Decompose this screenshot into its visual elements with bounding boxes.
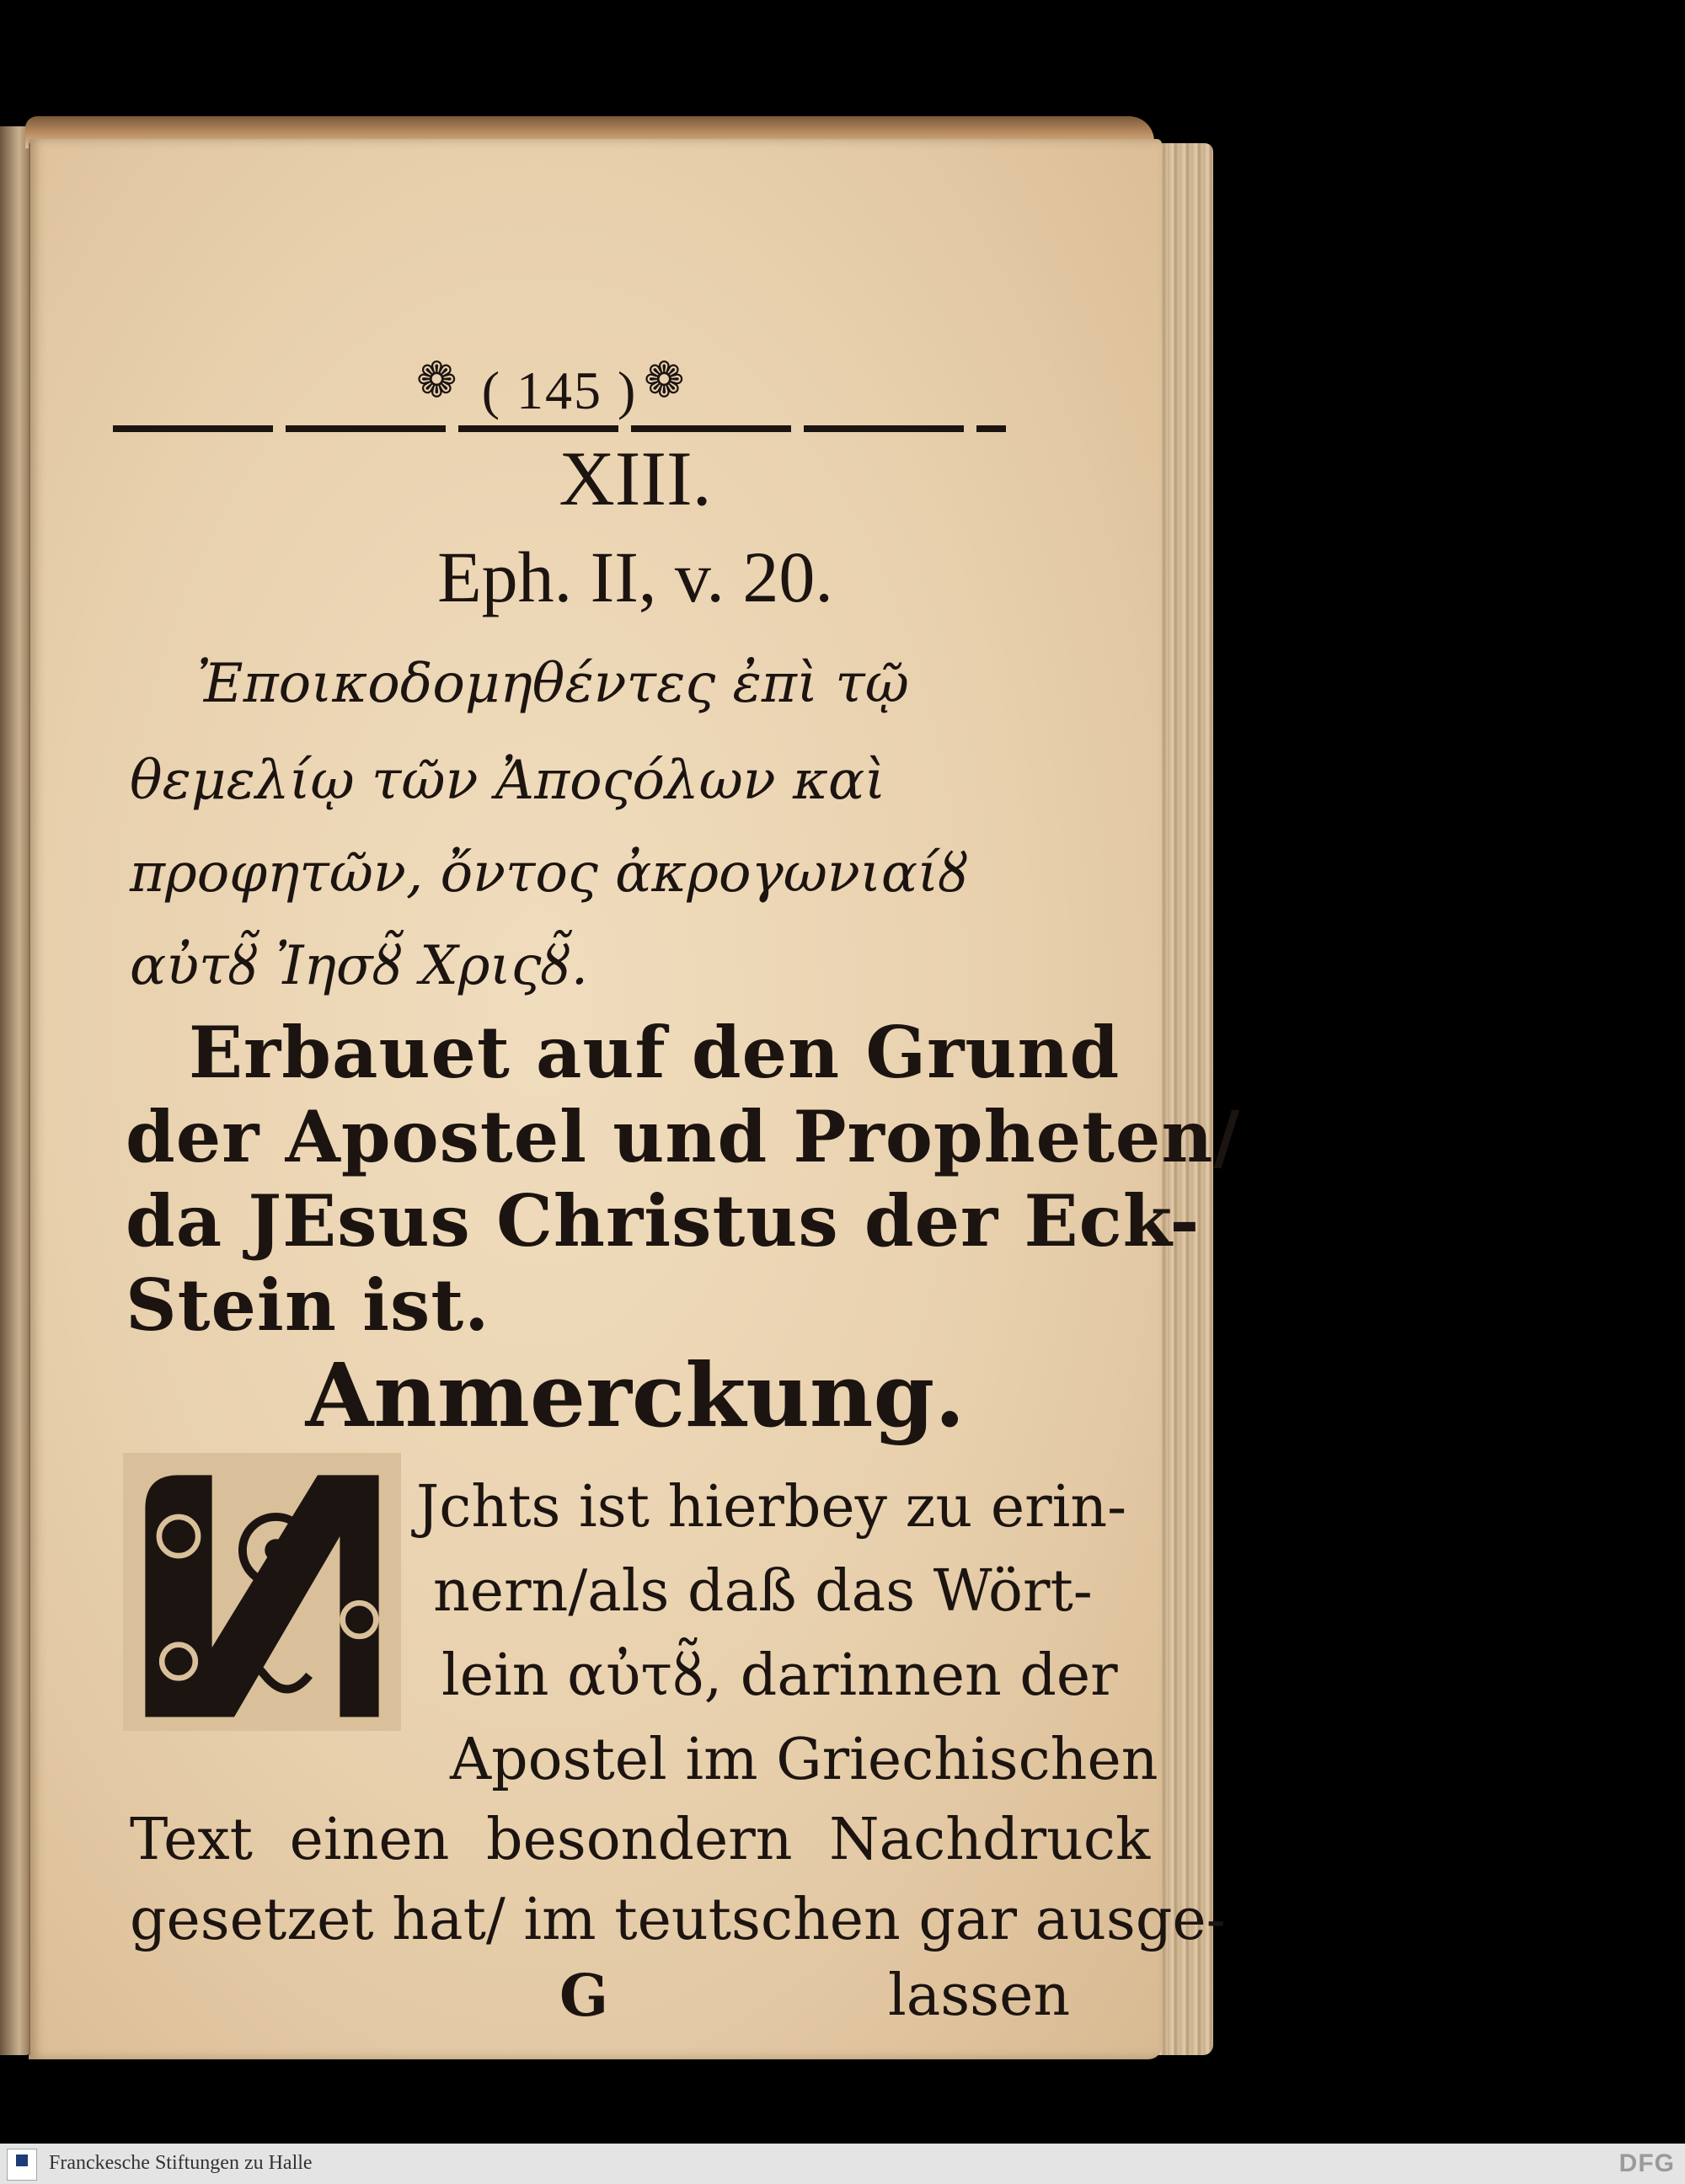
dfg-logo: DFG (1618, 2149, 1675, 2177)
ornament-left-icon: ❁ (416, 353, 457, 408)
german-verse-line: der Apostel und Propheten/ (126, 1095, 1241, 1178)
section-number: XIII. (559, 435, 712, 521)
body-line: Text einen besondern Nachdruck (130, 1807, 1151, 1873)
gutter-line (29, 143, 30, 2055)
body-line: lein αὐτȣ̃, darinnen der (441, 1642, 1118, 1709)
book-page (29, 139, 1241, 2059)
greek-line: Ἐποικοδομηθέντες ἐπὶ τῷ (197, 653, 909, 715)
section-heading: Anmerckung. (305, 1343, 966, 1447)
german-verse-line: Erbauet auf den Grund (189, 1011, 1121, 1094)
body-line: Apostel im Griechischen (450, 1727, 1158, 1793)
body-line: Jchts ist hierbey zu erin- (416, 1474, 1127, 1541)
greek-line: αὐτȣ̃ Ἰησȣ̃ Χριςȣ̃. (130, 935, 589, 997)
ornament-right-icon: ❁ (644, 353, 685, 408)
verse-reference: Eph. II, v. 20. (437, 537, 833, 617)
institution-logo-icon (7, 2149, 37, 2181)
catchword: lassen (888, 1962, 1071, 2029)
body-line: gesetzet hat/ im teutschen gar ausge- (130, 1887, 1226, 1953)
decorated-initial-n-icon (123, 1453, 401, 1731)
greek-line: θεμελίῳ τῶν Ἀποςόλων καὶ (130, 750, 886, 812)
running-header (113, 341, 1006, 442)
page-number: ( 145 ) (481, 360, 638, 420)
book-left-edge (0, 126, 32, 2055)
greek-line: προφητῶν, ὄντος ἀκρογωνιαίȣ (130, 842, 969, 905)
body-line: nern/als daß das Wört- (433, 1558, 1093, 1625)
german-verse-line: da JEsus Christus der Eck- (126, 1179, 1201, 1263)
german-verse-line: Stein ist. (126, 1263, 490, 1347)
header-rule (113, 425, 1006, 432)
signature-mark: G (559, 1962, 609, 2030)
institution-name: Franckesche Stiftungen zu Halle (49, 2152, 313, 2174)
viewer-footer (0, 2144, 1685, 2184)
